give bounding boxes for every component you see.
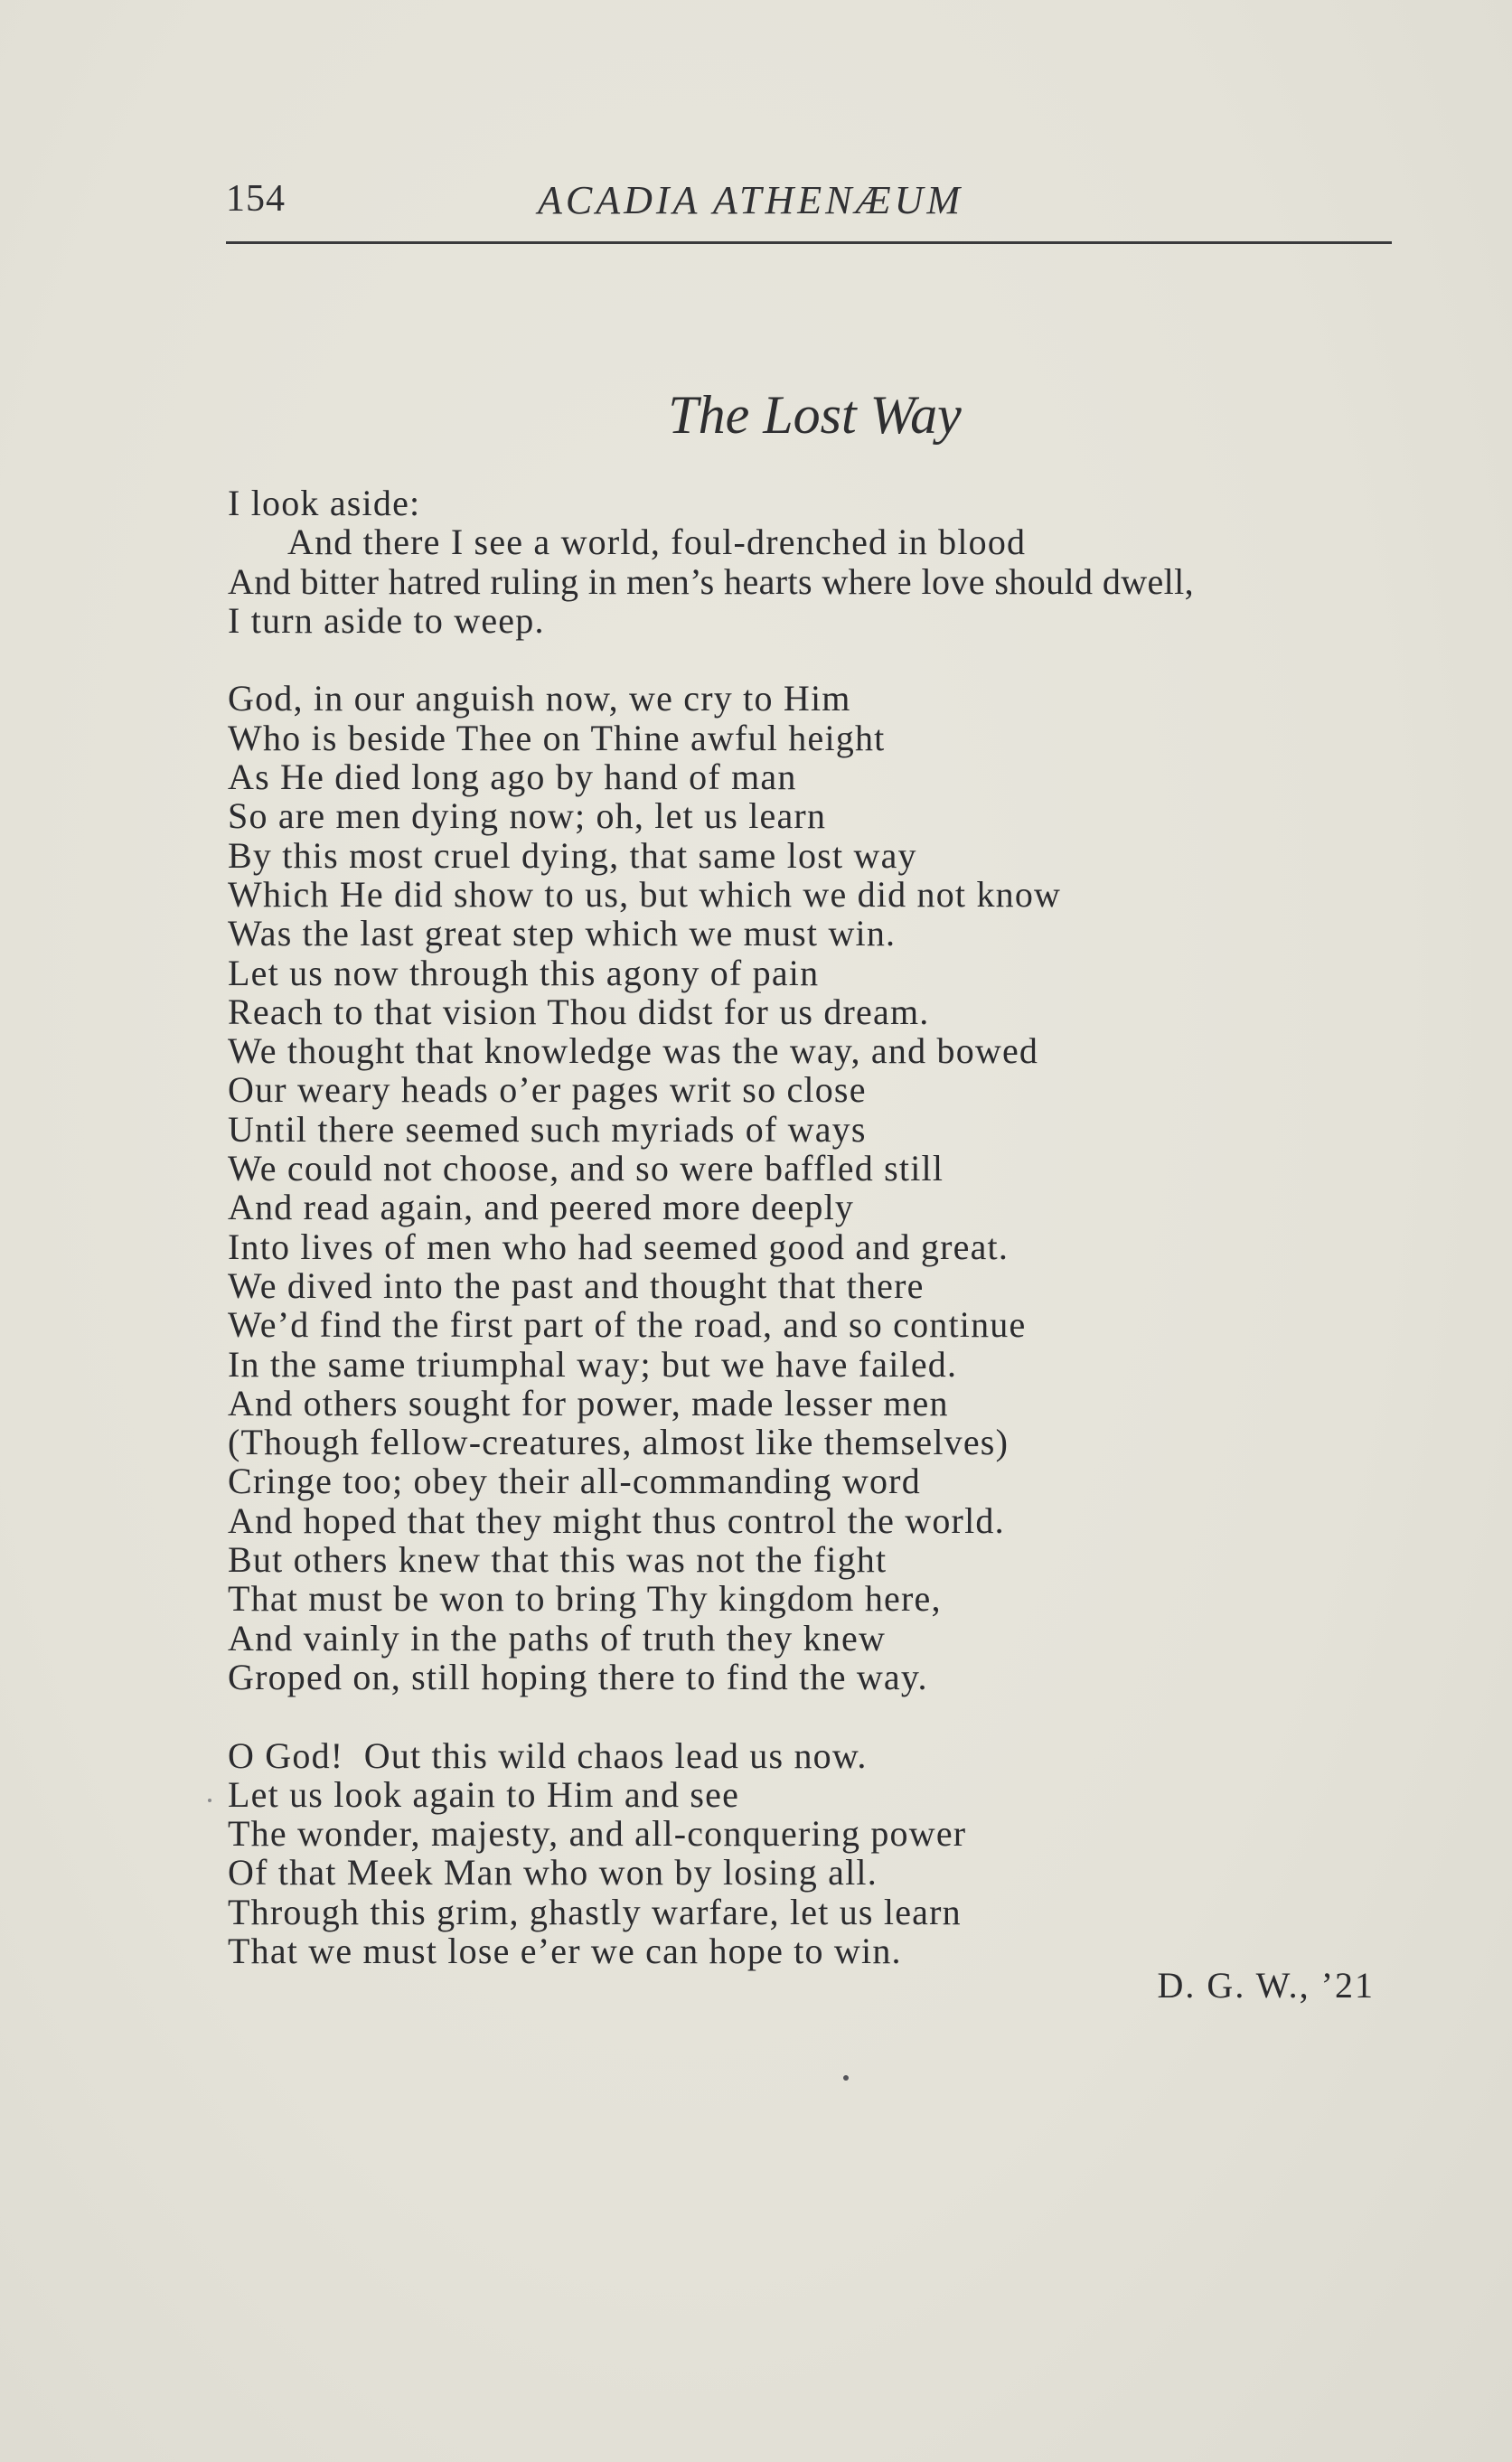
- poem-line: We dived into the past and thought that there: [228, 1264, 925, 1306]
- poem-title: The Lost Way: [668, 385, 962, 445]
- poem-line: Who is beside Thee on Thine awful height: [228, 717, 886, 758]
- poem-line: The wonder, majesty, and all-conquering power: [228, 1813, 967, 1855]
- poem-line: And others sought for power, made lesser men: [228, 1382, 949, 1424]
- poem-line: In the same triumphal way; but we have failed.: [228, 1343, 958, 1385]
- poem-line: Reach to that vision Thou didst for us dream.: [228, 991, 930, 1032]
- poem-line: So are men dying now; oh, let us learn: [228, 795, 827, 837]
- poem-line: Let us now through this agony of pain: [228, 952, 820, 993]
- poem-line: Was the last great step which we must win.: [228, 913, 897, 954]
- poem-line: Let us look again to Him and see: [228, 1773, 740, 1815]
- print-speck: [843, 2075, 849, 2081]
- poem-line: Which He did show to us, but which we did not know: [228, 873, 1062, 915]
- poem-line: And read again, and peered more deeply: [228, 1187, 855, 1228]
- poem-line: And bitter hatred ruling in men’s hearts where love should dwell,: [228, 560, 1195, 602]
- poem-line: By this most cruel dying, that same lost way: [228, 834, 917, 876]
- print-speck: [208, 1799, 211, 1802]
- poem-line: God, in our anguish now, we cry to Him: [228, 678, 851, 719]
- stanza-break: [228, 640, 1430, 679]
- poem-line: And vainly in the paths of truth they knew: [228, 1617, 887, 1659]
- poem-body: [228, 484, 1430, 1970]
- poem-line: That must be won to bring Thy kingdom here,: [228, 1578, 942, 1620]
- poem-line: O God! Out this wild chaos lead us now.: [228, 1734, 868, 1776]
- poem-line: Until there seemed such myriads of ways: [228, 1108, 867, 1150]
- poem-line: That we must lose e’er we can hope to win.: [228, 1930, 902, 1971]
- poem-line: I turn aside to weep.: [228, 599, 545, 641]
- poem-line: But others knew that this was not the fight: [228, 1539, 887, 1581]
- poem-line: Groped on, still hoping there to find the way.: [228, 1656, 928, 1697]
- poem-line: I look aside:: [228, 483, 421, 523]
- poem-line: As He died long ago by hand of man: [228, 756, 797, 798]
- poem-line: And hoped that they might thus control the world.: [228, 1499, 1005, 1541]
- stanza-break: [228, 1696, 1430, 1735]
- author-signature: D. G. W., ’21: [1157, 1965, 1375, 2006]
- poem-line: Our weary heads o’er pages writ so close: [228, 1069, 867, 1111]
- poem-line: We thought that knowledge was the way, and bowed: [228, 1030, 1039, 1072]
- poem-line: Through this grim, ghastly warfare, let us learn: [228, 1891, 962, 1932]
- poem-line: (Though fellow-creatures, almost like themselves): [228, 1422, 1010, 1463]
- page-header: [226, 177, 1392, 240]
- poem-line: And there I see a world, foul-drenched in blood: [287, 522, 1027, 563]
- poem-line: Cringe too; obey their all-commanding word: [228, 1461, 921, 1502]
- poem-line: Of that Meek Man who won by losing all.: [228, 1852, 878, 1893]
- running-title: ACADIA ATHENÆUM: [538, 178, 964, 222]
- poem-line: We’d find the first part of the road, and so continue: [228, 1304, 1027, 1346]
- poem-line: Into lives of men who had seemed good and great.: [228, 1226, 1010, 1267]
- page-number: 154: [226, 178, 286, 220]
- header-rule: [226, 241, 1392, 244]
- poem-line: We could not choose, and so were baffled still: [228, 1148, 944, 1189]
